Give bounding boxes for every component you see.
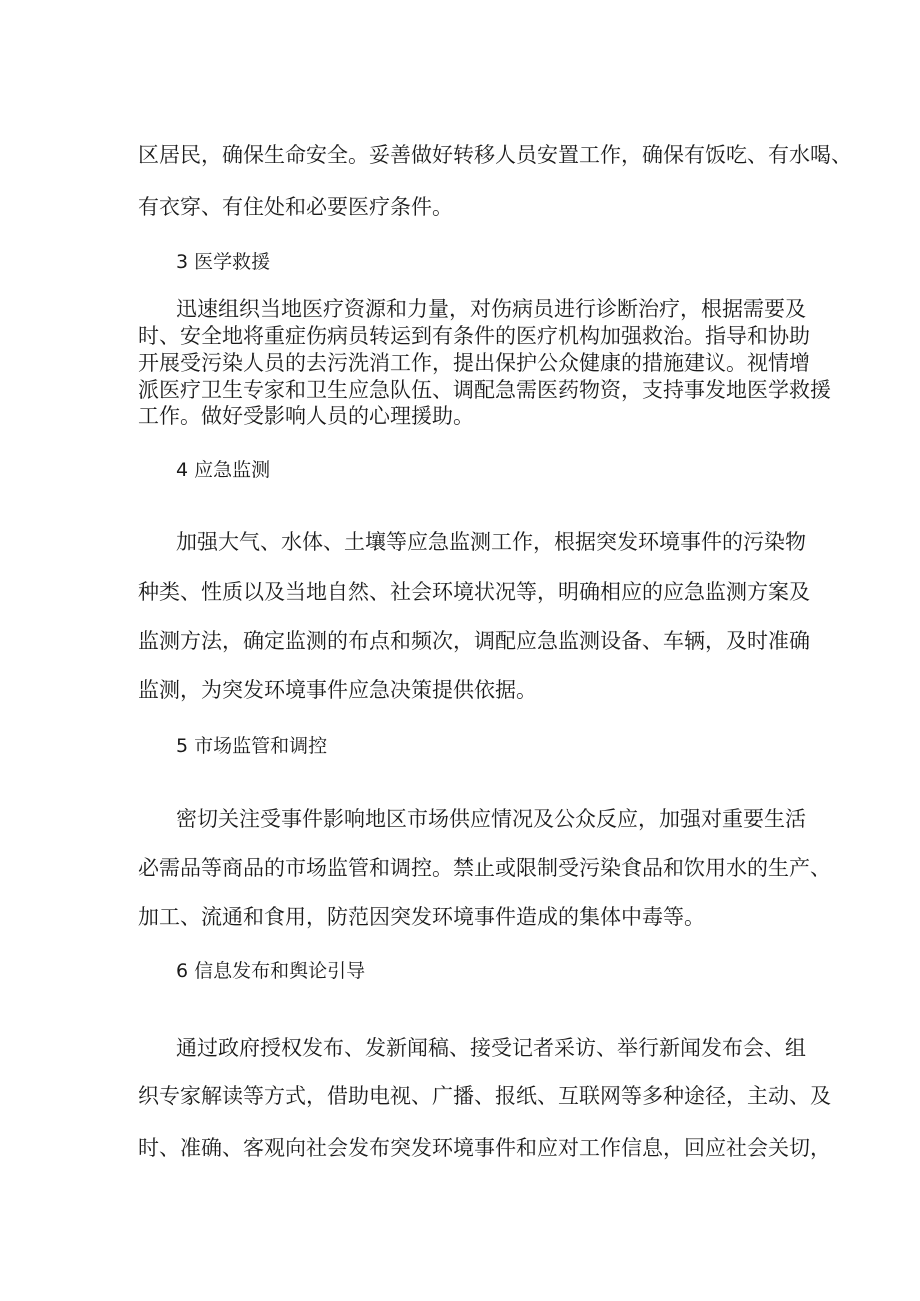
paragraph-2-line-2: 时、安全地将重症伤病员转运到有条件的医疗机构加强救治。指导和协助 (138, 324, 810, 348)
section-heading-medical-rescue: 3 医学救援 (176, 251, 271, 273)
paragraph-4-line-3: 加工、流通和食用，防范因突发环境事件造成的集体中毒等。 (138, 905, 705, 929)
paragraph-2-line-1: 迅速组织当地医疗资源和力量，对伤病员进行诊断治疗，根据需要及 (176, 297, 806, 321)
paragraph-5-line-3: 时、准确、客观向社会发布突发环境事件和应对工作信息，回应社会关切， (138, 1136, 831, 1160)
section-heading-information-release: 6 信息发布和舆论引导 (176, 960, 366, 982)
paragraph-2-line-4: 派医疗卫生专家和卫生应急队伍、调配急需医药物资，支持事发地医学救援 (138, 378, 831, 402)
paragraph-1-line-1: 区居民，确保生命安全。妥善做好转移人员安置工作，确保有饭吃、有水喝、 (138, 143, 852, 167)
paragraph-3-line-1: 加强大气、水体、土壤等应急监测工作，根据突发环境事件的污染物 (176, 530, 806, 554)
paragraph-1-line-2: 有衣穿、有住处和必要医疗条件。 (138, 195, 453, 219)
paragraph-4-line-1: 密切关注受事件影响地区市场供应情况及公众反应，加强对重要生活 (176, 807, 806, 831)
paragraph-2-line-5: 工作。做好受影响人员的心理援助。 (138, 404, 474, 428)
section-heading-market-supervision: 5 市场监管和调控 (176, 735, 328, 757)
paragraph-5-line-2: 织专家解读等方式，借助电视、广播、报纸、互联网等多种途径，主动、及 (138, 1084, 831, 1108)
section-heading-emergency-monitoring: 4 应急监测 (176, 459, 271, 481)
paragraph-3-line-4: 监测，为突发环境事件应急决策提供依据。 (138, 678, 537, 702)
paragraph-3-line-3: 监测方法，确定监测的布点和频次，调配应急监测设备、车辆，及时准确 (138, 629, 810, 653)
paragraph-2-line-3: 开展受污染人员的去污洗消工作，提出保护公众健康的措施建议。视情增 (138, 351, 810, 375)
paragraph-3-line-2: 种类、性质以及当地自然、社会环境状况等，明确相应的应急监测方案及 (138, 580, 810, 604)
paragraph-5-line-1: 通过政府授权发布、发新闻稿、接受记者采访、举行新闻发布会、组 (176, 1036, 806, 1060)
paragraph-4-line-2: 必需品等商品的市场监管和调控。禁止或限制受污染食品和饮用水的生产、 (138, 856, 831, 880)
